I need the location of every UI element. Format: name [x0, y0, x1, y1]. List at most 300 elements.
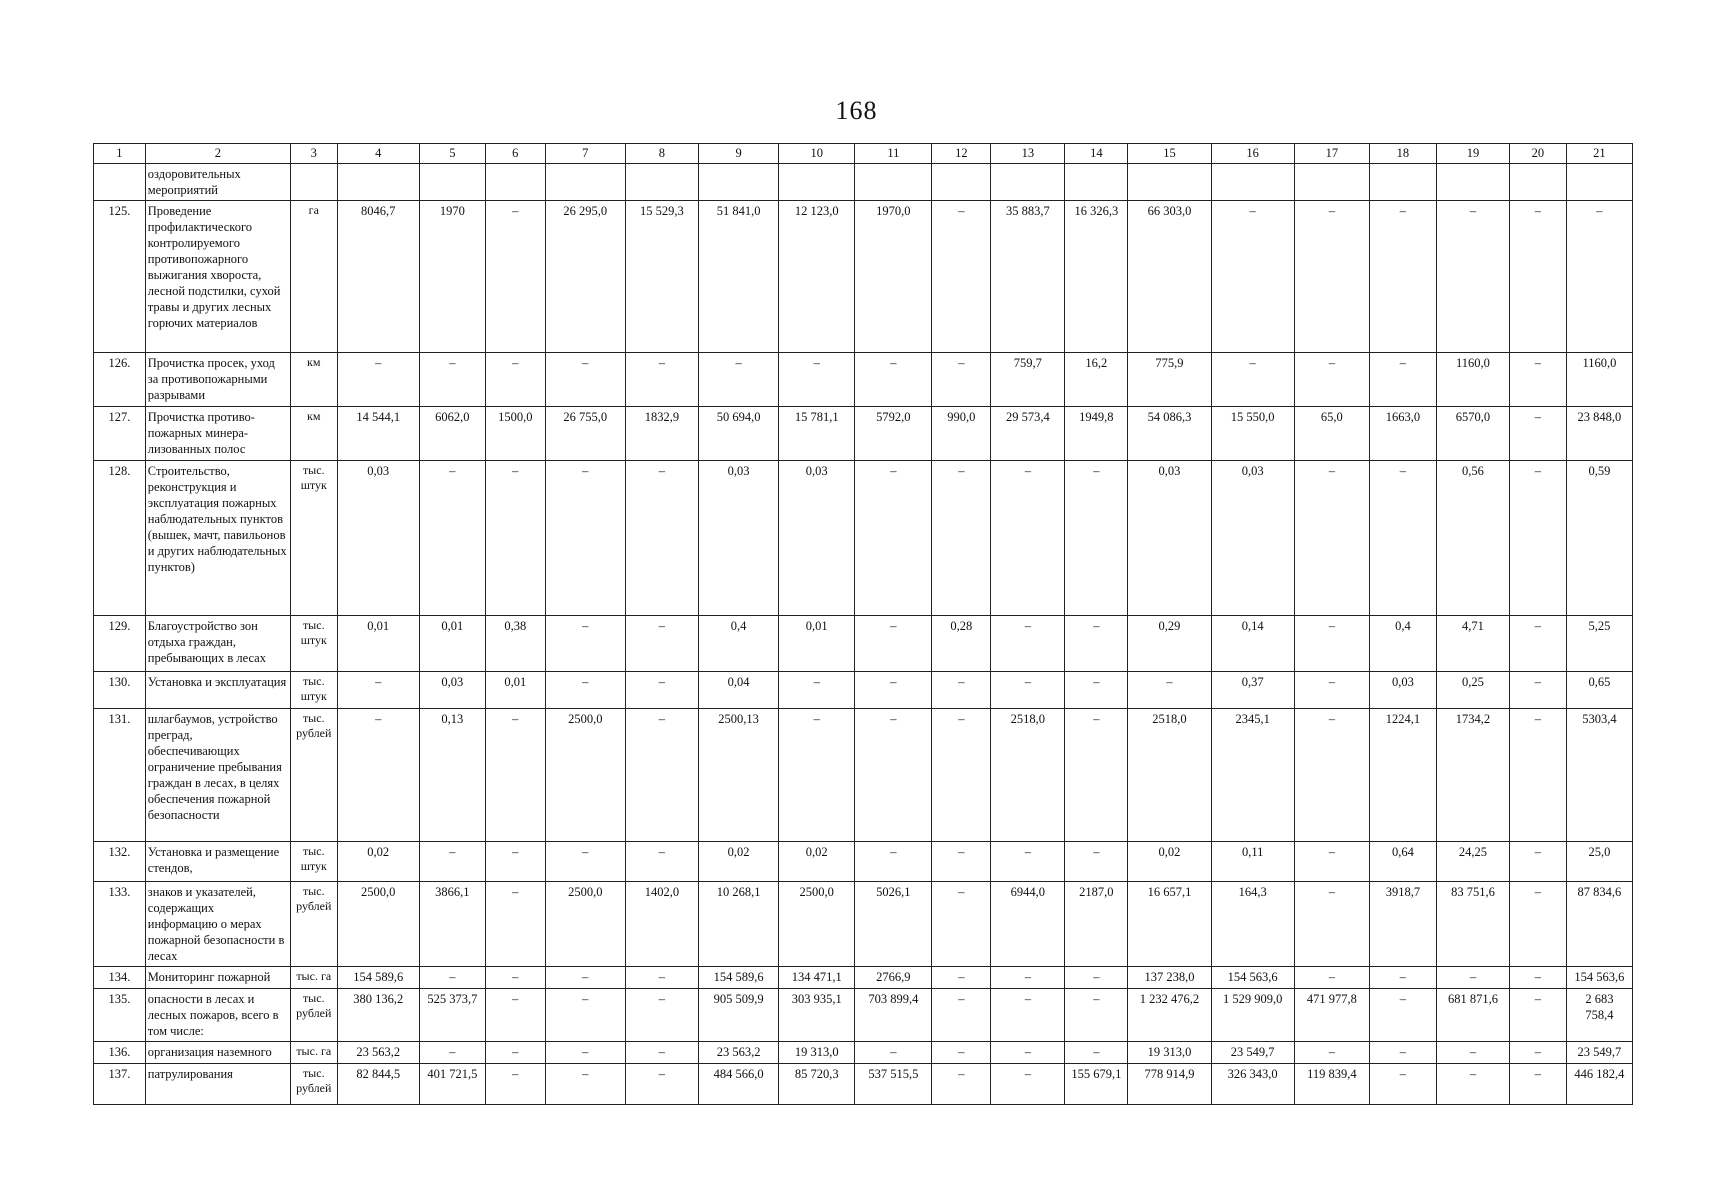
- value-cell: 0,02: [698, 842, 778, 882]
- value-cell: 50 694,0: [698, 407, 778, 461]
- value-cell: –: [1436, 1064, 1509, 1105]
- value-cell: –: [545, 842, 625, 882]
- value-cell: –: [1369, 201, 1436, 353]
- value-cell: –: [545, 1064, 625, 1105]
- value-cell: 525 373,7: [419, 989, 485, 1042]
- value-cell: 134 471,1: [779, 967, 855, 989]
- value-cell: –: [625, 709, 698, 842]
- value-cell: 66 303,0: [1128, 201, 1211, 353]
- value-cell: –: [545, 1042, 625, 1064]
- value-cell: –: [1509, 461, 1566, 616]
- value-cell: 0,02: [779, 842, 855, 882]
- value-cell: 3866,1: [419, 882, 485, 967]
- value-cell: 16,2: [1065, 353, 1128, 407]
- value-cell: –: [1369, 967, 1436, 989]
- row-number-cell: 134.: [94, 967, 146, 989]
- value-cell: 154 563,6: [1211, 967, 1294, 989]
- value-cell: 0,29: [1128, 616, 1211, 672]
- value-cell: –: [855, 461, 932, 616]
- value-cell: 54 086,3: [1128, 407, 1211, 461]
- value-cell: 1 232 476,2: [1128, 989, 1211, 1042]
- value-cell: 0,03: [698, 461, 778, 616]
- value-cell: –: [545, 989, 625, 1042]
- value-cell: [1509, 164, 1566, 201]
- value-cell: 0,4: [698, 616, 778, 672]
- header-cell: 1: [94, 144, 146, 164]
- value-cell: [1294, 164, 1369, 201]
- value-cell: 2 683 758,4: [1566, 989, 1632, 1042]
- value-cell: 0,11: [1211, 842, 1294, 882]
- value-cell: 759,7: [991, 353, 1065, 407]
- value-cell: –: [779, 672, 855, 709]
- value-cell: 155 679,1: [1065, 1064, 1128, 1105]
- header-cell: 4: [337, 144, 419, 164]
- value-cell: –: [625, 989, 698, 1042]
- value-cell: 703 899,4: [855, 989, 932, 1042]
- value-cell: 87 834,6: [1566, 882, 1632, 967]
- value-cell: 1949,8: [1065, 407, 1128, 461]
- value-cell: 0,59: [1566, 461, 1632, 616]
- unit-cell: тыс. га: [290, 967, 337, 989]
- value-cell: –: [779, 709, 855, 842]
- value-cell: –: [991, 616, 1065, 672]
- value-cell: –: [1369, 1064, 1436, 1105]
- value-cell: –: [337, 709, 419, 842]
- value-cell: –: [1509, 989, 1566, 1042]
- value-cell: 775,9: [1128, 353, 1211, 407]
- value-cell: 326 343,0: [1211, 1064, 1294, 1105]
- row-number-cell: 128.: [94, 461, 146, 616]
- activity-name-cell: Прочистка противо-пожарных минера-лизованных полос: [145, 407, 290, 461]
- value-cell: 0,03: [337, 461, 419, 616]
- value-cell: –: [419, 842, 485, 882]
- value-cell: 1500,0: [485, 407, 545, 461]
- value-cell: 6570,0: [1436, 407, 1509, 461]
- header-cell: 10: [779, 144, 855, 164]
- value-cell: 1663,0: [1369, 407, 1436, 461]
- row-number-cell: 127.: [94, 407, 146, 461]
- value-cell: 1160,0: [1436, 353, 1509, 407]
- value-cell: –: [1065, 1042, 1128, 1064]
- value-cell: 778 914,9: [1128, 1064, 1211, 1105]
- value-cell: 2500,13: [698, 709, 778, 842]
- value-cell: 51 841,0: [698, 201, 778, 353]
- value-cell: 16 657,1: [1128, 882, 1211, 967]
- value-cell: –: [1436, 1042, 1509, 1064]
- value-cell: –: [855, 353, 932, 407]
- value-cell: 5303,4: [1566, 709, 1632, 842]
- table-row: [94, 201, 1633, 353]
- value-cell: 1160,0: [1566, 353, 1632, 407]
- value-cell: 380 136,2: [337, 989, 419, 1042]
- value-cell: –: [1509, 407, 1566, 461]
- header-cell: 20: [1509, 144, 1566, 164]
- value-cell: 0,03: [1369, 672, 1436, 709]
- value-cell: –: [485, 709, 545, 842]
- value-cell: 23 563,2: [698, 1042, 778, 1064]
- value-cell: –: [1211, 201, 1294, 353]
- header-cell: 7: [545, 144, 625, 164]
- value-cell: –: [1294, 882, 1369, 967]
- value-cell: –: [1065, 989, 1128, 1042]
- unit-cell: тыс. штук: [290, 616, 337, 672]
- table-row: [94, 1064, 1633, 1105]
- value-cell: 19 313,0: [1128, 1042, 1211, 1064]
- value-cell: 2518,0: [1128, 709, 1211, 842]
- value-cell: –: [625, 461, 698, 616]
- value-cell: –: [1065, 461, 1128, 616]
- value-cell: –: [1436, 967, 1509, 989]
- activity-name-cell: Установка и эксплуатация: [145, 672, 290, 709]
- header-cell: 8: [625, 144, 698, 164]
- value-cell: –: [1294, 1042, 1369, 1064]
- value-cell: 26 755,0: [545, 407, 625, 461]
- value-cell: 0,01: [337, 616, 419, 672]
- activity-name-cell: патрулирования: [145, 1064, 290, 1105]
- header-cell: 6: [485, 144, 545, 164]
- table-row: [94, 616, 1633, 672]
- value-cell: 0,14: [1211, 616, 1294, 672]
- value-cell: 2500,0: [779, 882, 855, 967]
- table-row: [94, 842, 1633, 882]
- value-cell: 681 871,6: [1436, 989, 1509, 1042]
- value-cell: 0,03: [779, 461, 855, 616]
- value-cell: –: [625, 1042, 698, 1064]
- value-cell: 1224,1: [1369, 709, 1436, 842]
- value-cell: –: [1128, 672, 1211, 709]
- value-cell: –: [1509, 201, 1566, 353]
- row-number-cell: 130.: [94, 672, 146, 709]
- value-cell: 0,4: [1369, 616, 1436, 672]
- value-cell: 6062,0: [419, 407, 485, 461]
- table-row: [94, 882, 1633, 967]
- value-cell: 154 589,6: [337, 967, 419, 989]
- value-cell: –: [1369, 989, 1436, 1042]
- value-cell: 0,04: [698, 672, 778, 709]
- value-cell: –: [932, 989, 991, 1042]
- page-number: 168: [835, 96, 878, 125]
- value-cell: 2766,9: [855, 967, 932, 989]
- table-row: [94, 1042, 1633, 1064]
- value-cell: –: [419, 353, 485, 407]
- value-cell: –: [991, 967, 1065, 989]
- value-cell: –: [1294, 201, 1369, 353]
- table-row: [94, 353, 1633, 407]
- value-cell: –: [932, 461, 991, 616]
- value-cell: 484 566,0: [698, 1064, 778, 1105]
- value-cell: –: [1294, 842, 1369, 882]
- value-cell: [1369, 164, 1436, 201]
- value-cell: –: [1509, 616, 1566, 672]
- value-cell: –: [779, 353, 855, 407]
- value-cell: –: [1065, 842, 1128, 882]
- value-cell: 0,01: [779, 616, 855, 672]
- value-cell: 1832,9: [625, 407, 698, 461]
- value-cell: –: [1211, 353, 1294, 407]
- value-cell: 2518,0: [991, 709, 1065, 842]
- value-cell: –: [1566, 201, 1632, 353]
- value-cell: [625, 164, 698, 201]
- unit-cell: тыс. рублей: [290, 709, 337, 842]
- unit-cell: [290, 164, 337, 201]
- row-number-cell: [94, 164, 146, 201]
- value-cell: 471 977,8: [1294, 989, 1369, 1042]
- activity-name-cell: Мониторинг пожарной: [145, 967, 290, 989]
- value-cell: 65,0: [1294, 407, 1369, 461]
- row-number-cell: 136.: [94, 1042, 146, 1064]
- row-number-cell: 126.: [94, 353, 146, 407]
- value-cell: 5026,1: [855, 882, 932, 967]
- value-cell: –: [932, 882, 991, 967]
- value-cell: –: [932, 1064, 991, 1105]
- activity-name-cell: опасности в лесах и лесных пожаров, всего в том числе:: [145, 989, 290, 1042]
- value-cell: –: [1294, 709, 1369, 842]
- header-cell: 3: [290, 144, 337, 164]
- value-cell: –: [625, 1064, 698, 1105]
- value-cell: –: [1294, 461, 1369, 616]
- unit-cell: тыс. штук: [290, 842, 337, 882]
- value-cell: 29 573,4: [991, 407, 1065, 461]
- header-cell: 12: [932, 144, 991, 164]
- row-number-cell: 125.: [94, 201, 146, 353]
- row-number-cell: 132.: [94, 842, 146, 882]
- value-cell: –: [1294, 353, 1369, 407]
- value-cell: –: [545, 353, 625, 407]
- activity-name-cell: Установка и размещение стендов,: [145, 842, 290, 882]
- value-cell: 2500,0: [545, 882, 625, 967]
- value-cell: 401 721,5: [419, 1064, 485, 1105]
- value-cell: 26 295,0: [545, 201, 625, 353]
- value-cell: 1734,2: [1436, 709, 1509, 842]
- value-cell: 537 515,5: [855, 1064, 932, 1105]
- row-number-cell: 131.: [94, 709, 146, 842]
- value-cell: 25,0: [1566, 842, 1632, 882]
- data-table: [93, 143, 1633, 1105]
- value-cell: 23 549,7: [1211, 1042, 1294, 1064]
- unit-cell: тыс. рублей: [290, 989, 337, 1042]
- value-cell: –: [1509, 967, 1566, 989]
- value-cell: –: [337, 672, 419, 709]
- value-cell: 990,0: [932, 407, 991, 461]
- header-cell: 17: [1294, 144, 1369, 164]
- value-cell: 137 238,0: [1128, 967, 1211, 989]
- value-cell: –: [337, 353, 419, 407]
- value-cell: –: [932, 201, 991, 353]
- value-cell: –: [625, 967, 698, 989]
- value-cell: 23 549,7: [1566, 1042, 1632, 1064]
- value-cell: 8046,7: [337, 201, 419, 353]
- value-cell: –: [545, 967, 625, 989]
- value-cell: 35 883,7: [991, 201, 1065, 353]
- value-cell: 5,25: [1566, 616, 1632, 672]
- value-cell: [1566, 164, 1632, 201]
- value-cell: –: [932, 709, 991, 842]
- value-cell: 164,3: [1211, 882, 1294, 967]
- value-cell: –: [698, 353, 778, 407]
- value-cell: 19 313,0: [779, 1042, 855, 1064]
- value-cell: [545, 164, 625, 201]
- value-cell: 1 529 909,0: [1211, 989, 1294, 1042]
- value-cell: –: [625, 353, 698, 407]
- value-cell: –: [932, 842, 991, 882]
- header-cell: 5: [419, 144, 485, 164]
- value-cell: –: [1369, 461, 1436, 616]
- value-cell: [779, 164, 855, 201]
- value-cell: 23 848,0: [1566, 407, 1632, 461]
- value-cell: –: [1509, 709, 1566, 842]
- row-number-cell: 129.: [94, 616, 146, 672]
- value-cell: 4,71: [1436, 616, 1509, 672]
- header-cell: 16: [1211, 144, 1294, 164]
- value-cell: 6944,0: [991, 882, 1065, 967]
- value-cell: –: [991, 1064, 1065, 1105]
- row-number-cell: 137.: [94, 1064, 146, 1105]
- activity-name-cell: шлагбаумов, устройство преград, обеспечивающих ограничение пребывания граждан в лесах, в целях обеспечения пожарной безопасности: [145, 709, 290, 842]
- value-cell: [855, 164, 932, 201]
- value-cell: 0,38: [485, 616, 545, 672]
- value-cell: 0,65: [1566, 672, 1632, 709]
- value-cell: –: [991, 461, 1065, 616]
- value-cell: 15 781,1: [779, 407, 855, 461]
- value-cell: –: [485, 461, 545, 616]
- value-cell: –: [545, 616, 625, 672]
- value-cell: 0,03: [1211, 461, 1294, 616]
- value-cell: 1970: [419, 201, 485, 353]
- activity-name-cell: знаков и указателей, содержащих информацию о мерах пожарной безопасности в лесах: [145, 882, 290, 967]
- header-cell: 2: [145, 144, 290, 164]
- activity-name-cell: оздоровительных мероприятий: [145, 164, 290, 201]
- header-cell: 18: [1369, 144, 1436, 164]
- header-cell: 14: [1065, 144, 1128, 164]
- header-row: [94, 144, 1633, 164]
- value-cell: –: [1509, 882, 1566, 967]
- table-row: [94, 672, 1633, 709]
- value-cell: 2500,0: [545, 709, 625, 842]
- value-cell: –: [932, 353, 991, 407]
- value-cell: –: [1436, 201, 1509, 353]
- value-cell: [337, 164, 419, 201]
- value-cell: –: [545, 672, 625, 709]
- value-cell: –: [932, 967, 991, 989]
- value-cell: –: [1509, 1064, 1566, 1105]
- value-cell: –: [1065, 672, 1128, 709]
- table-row: [94, 989, 1633, 1042]
- table-body: [94, 144, 1633, 1105]
- value-cell: 119 839,4: [1294, 1064, 1369, 1105]
- value-cell: 23 563,2: [337, 1042, 419, 1064]
- row-number-cell: 133.: [94, 882, 146, 967]
- value-cell: 303 935,1: [779, 989, 855, 1042]
- value-cell: 2500,0: [337, 882, 419, 967]
- table-row: [94, 461, 1633, 616]
- value-cell: 10 268,1: [698, 882, 778, 967]
- value-cell: 0,56: [1436, 461, 1509, 616]
- value-cell: 2345,1: [1211, 709, 1294, 842]
- value-cell: –: [419, 461, 485, 616]
- value-cell: –: [485, 967, 545, 989]
- value-cell: –: [1509, 842, 1566, 882]
- value-cell: –: [1294, 616, 1369, 672]
- value-cell: 0,25: [1436, 672, 1509, 709]
- unit-cell: тыс. штук: [290, 672, 337, 709]
- unit-cell: тыс. га: [290, 1042, 337, 1064]
- value-cell: [419, 164, 485, 201]
- header-cell: 15: [1128, 144, 1211, 164]
- value-cell: –: [991, 989, 1065, 1042]
- value-cell: –: [545, 461, 625, 616]
- value-cell: 82 844,5: [337, 1064, 419, 1105]
- value-cell: 0,03: [419, 672, 485, 709]
- table-row: [94, 407, 1633, 461]
- value-cell: 0,02: [337, 842, 419, 882]
- value-cell: 2187,0: [1065, 882, 1128, 967]
- value-cell: –: [1369, 353, 1436, 407]
- value-cell: 0,01: [485, 672, 545, 709]
- value-cell: 85 720,3: [779, 1064, 855, 1105]
- value-cell: –: [1294, 672, 1369, 709]
- table-row: [94, 967, 1633, 989]
- value-cell: 83 751,6: [1436, 882, 1509, 967]
- activity-name-cell: Строительство, реконструкция и эксплуатация пожарных наблюдательных пунктов (вышек, мачт, павильонов и других наблюдательных пунктов): [145, 461, 290, 616]
- header-cell: 11: [855, 144, 932, 164]
- value-cell: –: [485, 1064, 545, 1105]
- value-cell: 12 123,0: [779, 201, 855, 353]
- value-cell: –: [419, 1042, 485, 1064]
- value-cell: 154 563,6: [1566, 967, 1632, 989]
- value-cell: –: [625, 842, 698, 882]
- value-cell: 3918,7: [1369, 882, 1436, 967]
- value-cell: –: [485, 353, 545, 407]
- value-cell: 446 182,4: [1566, 1064, 1632, 1105]
- value-cell: –: [1065, 967, 1128, 989]
- value-cell: –: [932, 1042, 991, 1064]
- header-cell: 9: [698, 144, 778, 164]
- activity-name-cell: организация наземного: [145, 1042, 290, 1064]
- value-cell: –: [932, 672, 991, 709]
- table-row: [94, 164, 1633, 201]
- value-cell: –: [625, 616, 698, 672]
- value-cell: –: [991, 672, 1065, 709]
- value-cell: –: [1294, 967, 1369, 989]
- value-cell: –: [1509, 1042, 1566, 1064]
- activity-name-cell: Проведение профилактического контролируемого противопожарного выжигания хвороста, лесной подстилки, сухой травы и других лесных горючих материалов: [145, 201, 290, 353]
- value-cell: –: [1065, 709, 1128, 842]
- value-cell: [991, 164, 1065, 201]
- value-cell: –: [991, 842, 1065, 882]
- value-cell: 1970,0: [855, 201, 932, 353]
- value-cell: 24,25: [1436, 842, 1509, 882]
- activity-name-cell: Благоустройство зон отдыха граждан, пребывающих в лесах: [145, 616, 290, 672]
- value-cell: 905 509,9: [698, 989, 778, 1042]
- value-cell: –: [485, 989, 545, 1042]
- header-cell: 19: [1436, 144, 1509, 164]
- value-cell: 16 326,3: [1065, 201, 1128, 353]
- value-cell: [1065, 164, 1128, 201]
- value-cell: 0,28: [932, 616, 991, 672]
- table-row: [94, 709, 1633, 842]
- value-cell: [1211, 164, 1294, 201]
- value-cell: 154 589,6: [698, 967, 778, 989]
- unit-cell: га: [290, 201, 337, 353]
- unit-cell: тыс. штук: [290, 461, 337, 616]
- value-cell: [1436, 164, 1509, 201]
- value-cell: [485, 164, 545, 201]
- unit-cell: тыс. рублей: [290, 882, 337, 967]
- value-cell: 15 550,0: [1211, 407, 1294, 461]
- value-cell: 0,64: [1369, 842, 1436, 882]
- value-cell: –: [1065, 616, 1128, 672]
- value-cell: 15 529,3: [625, 201, 698, 353]
